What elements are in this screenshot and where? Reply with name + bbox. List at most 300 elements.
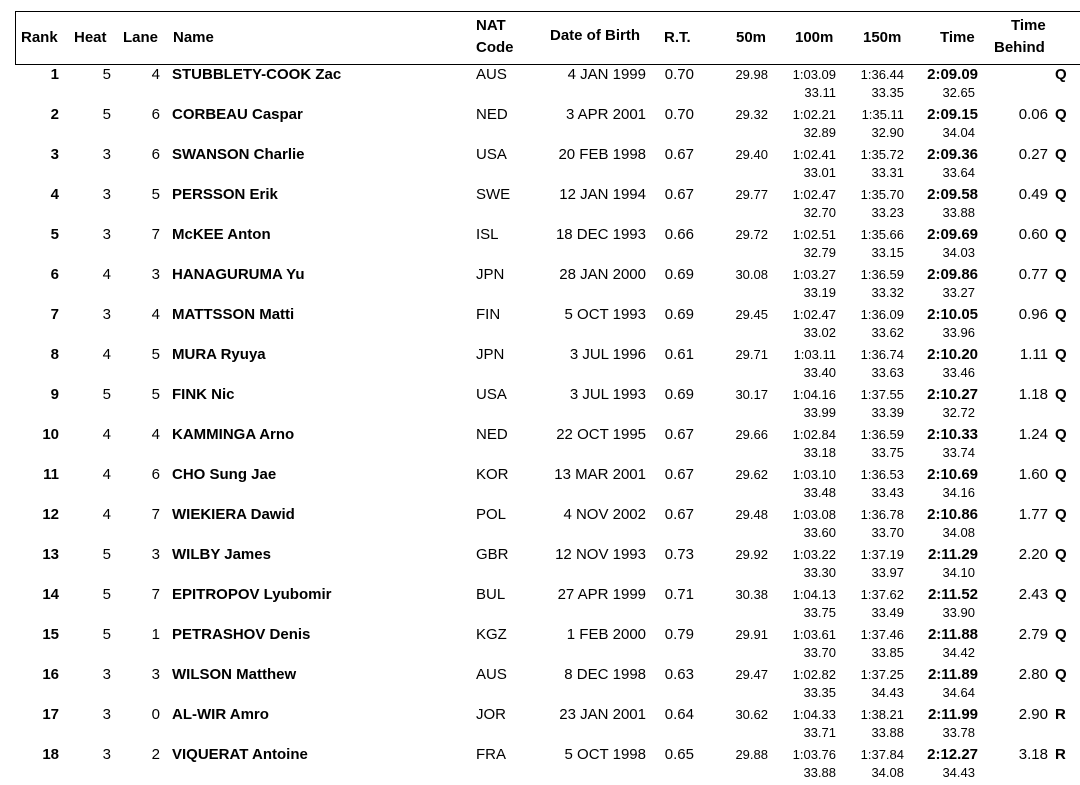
lane-cell: 3	[151, 666, 160, 683]
lane-cell: 0	[151, 706, 160, 723]
final-time: 2:09.36	[927, 146, 978, 163]
nat-code: FRA	[476, 746, 506, 763]
table-row	[0, 585, 1080, 625]
dob-cell: 4 NOV 2002	[563, 506, 646, 523]
nat-code: USA	[476, 386, 507, 403]
split-50m: 29.77	[735, 187, 768, 202]
split-100m: 1:03.27	[792, 267, 836, 282]
nat-code: KGZ	[476, 626, 507, 643]
lap-split-150m: 33.63	[871, 365, 904, 380]
split-150m: 1:37.25	[860, 667, 904, 682]
rank-cell: 4	[50, 186, 59, 203]
table-row	[0, 705, 1080, 745]
table-row	[0, 545, 1080, 585]
qualification-mark: Q	[1055, 666, 1067, 683]
lap-split-150m: 34.08	[871, 765, 904, 780]
header-50m: 50m	[736, 29, 767, 46]
lap-split-150m: 32.90	[871, 125, 904, 140]
qualification-mark: Q	[1055, 586, 1067, 603]
final-time: 2:11.52	[927, 586, 978, 603]
rank-cell: 2	[50, 106, 59, 123]
heat-cell: 4	[102, 266, 111, 283]
final-time: 2:11.29	[927, 546, 978, 563]
final-time: 2:11.89	[927, 666, 978, 683]
final-time: 2:10.20	[927, 346, 978, 363]
header-heat: Heat	[74, 29, 107, 46]
lap-split-150m: 33.39	[871, 405, 904, 420]
lap-split-200m: 32.65	[942, 85, 975, 100]
lane-cell: 6	[151, 106, 160, 123]
lap-split-100m: 33.35	[803, 685, 836, 700]
rank-cell: 5	[50, 226, 59, 243]
final-time: 2:10.05	[927, 306, 978, 323]
nat-code: POL	[476, 506, 507, 523]
header-100m: 100m	[795, 29, 834, 46]
rt-cell: 0.67	[664, 146, 694, 163]
table-row	[0, 465, 1080, 505]
split-150m: 1:36.59	[860, 427, 904, 442]
lap-split-100m: 32.79	[803, 245, 836, 260]
header-behind-line1: Time	[1011, 17, 1046, 34]
qualification-mark: R	[1055, 706, 1066, 723]
split-150m: 1:36.09	[860, 307, 904, 322]
lap-split-150m: 33.88	[871, 725, 904, 740]
split-150m: 1:35.66	[860, 227, 904, 242]
nat-code: USA	[476, 146, 507, 163]
heat-cell: 3	[102, 306, 111, 323]
time-behind: 0.96	[1018, 306, 1048, 323]
heat-cell: 5	[102, 626, 111, 643]
qualification-mark: Q	[1055, 106, 1067, 123]
lap-split-200m: 33.88	[942, 205, 975, 220]
athlete-name: AL-WIR Amro	[172, 706, 269, 723]
table-row	[0, 385, 1080, 425]
rt-cell: 0.63	[664, 666, 694, 683]
lap-split-100m: 33.40	[803, 365, 836, 380]
header-time: Time	[940, 29, 975, 46]
heat-cell: 5	[102, 106, 111, 123]
lane-cell: 5	[151, 386, 160, 403]
time-behind: 0.49	[1018, 186, 1048, 203]
time-behind: 0.06	[1018, 106, 1048, 123]
dob-cell: 5 OCT 1998	[564, 746, 646, 763]
table-row	[0, 185, 1080, 225]
time-behind: 0.27	[1018, 146, 1048, 163]
split-50m: 30.62	[735, 707, 768, 722]
dob-cell: 22 OCT 1995	[556, 426, 646, 443]
lap-split-200m: 34.16	[942, 485, 975, 500]
nat-code: AUS	[476, 66, 507, 83]
lane-cell: 5	[151, 186, 160, 203]
lap-split-150m: 33.23	[871, 205, 904, 220]
heat-cell: 3	[102, 666, 111, 683]
heat-cell: 5	[102, 66, 111, 83]
time-behind: 2.80	[1018, 666, 1048, 683]
split-150m: 1:35.11	[861, 107, 904, 122]
time-behind: 1.24	[1018, 426, 1048, 443]
time-behind: 2.90	[1018, 706, 1048, 723]
time-behind: 2.43	[1018, 586, 1048, 603]
header-dob: Date of Birth	[550, 27, 640, 44]
lap-split-200m: 34.08	[942, 525, 975, 540]
split-50m: 30.08	[735, 267, 768, 282]
dob-cell: 1 FEB 2000	[566, 626, 646, 643]
heat-cell: 4	[102, 506, 111, 523]
rt-cell: 0.67	[664, 466, 694, 483]
rt-cell: 0.64	[664, 706, 694, 723]
split-50m: 29.91	[735, 627, 768, 642]
lane-cell: 6	[151, 146, 160, 163]
nat-code: KOR	[476, 466, 509, 483]
qualification-mark: Q	[1055, 266, 1067, 283]
lane-cell: 4	[151, 426, 160, 443]
rt-cell: 0.61	[664, 346, 694, 363]
rank-cell: 16	[42, 666, 59, 683]
rank-cell: 9	[50, 386, 59, 403]
lap-split-100m: 33.75	[803, 605, 836, 620]
lane-cell: 7	[151, 506, 160, 523]
rank-cell: 8	[50, 346, 59, 363]
lap-split-100m: 33.70	[803, 645, 836, 660]
lap-split-200m: 33.74	[942, 445, 975, 460]
lap-split-200m: 34.04	[942, 125, 975, 140]
split-100m: 1:04.16	[792, 387, 836, 402]
rank-cell: 6	[50, 266, 59, 283]
split-100m: 1:03.10	[792, 467, 836, 482]
heat-cell: 3	[102, 146, 111, 163]
lane-cell: 4	[151, 66, 160, 83]
lap-split-100m: 33.11	[804, 85, 836, 100]
table-row	[0, 105, 1080, 145]
lap-split-100m: 33.01	[803, 165, 836, 180]
split-50m: 30.38	[735, 587, 768, 602]
split-50m: 29.88	[735, 747, 768, 762]
table-row	[0, 505, 1080, 545]
final-time: 2:10.27	[927, 386, 978, 403]
qualification-mark: Q	[1055, 226, 1067, 243]
time-behind: 1.11	[1019, 346, 1048, 363]
time-behind: 1.18	[1018, 386, 1048, 403]
lap-split-200m: 33.27	[942, 285, 975, 300]
nat-code: FIN	[476, 306, 501, 323]
heat-cell: 3	[102, 226, 111, 243]
split-150m: 1:35.70	[860, 187, 904, 202]
split-100m: 1:03.09	[792, 67, 836, 82]
split-100m: 1:03.61	[792, 627, 836, 642]
nat-code: JPN	[476, 346, 505, 363]
table-row	[0, 425, 1080, 465]
lap-split-100m: 33.02	[803, 325, 836, 340]
lap-split-200m: 34.43	[942, 765, 975, 780]
heat-cell: 4	[102, 426, 111, 443]
final-time: 2:10.86	[927, 506, 978, 523]
time-behind: 2.79	[1018, 626, 1048, 643]
split-150m: 1:37.19	[860, 547, 904, 562]
header-behind-line2: Behind	[994, 39, 1045, 56]
athlete-name: EPITROPOV Lyubomir	[172, 586, 332, 603]
split-150m: 1:37.46	[860, 627, 904, 642]
rank-cell: 15	[42, 626, 59, 643]
lap-split-150m: 33.85	[871, 645, 904, 660]
heat-cell: 4	[102, 466, 111, 483]
final-time: 2:09.58	[927, 186, 978, 203]
lap-split-100m: 33.60	[803, 525, 836, 540]
final-time: 2:09.09	[927, 66, 978, 83]
split-50m: 29.66	[735, 427, 768, 442]
nat-code: BUL	[476, 586, 506, 603]
rt-cell: 0.67	[664, 506, 694, 523]
split-150m: 1:37.62	[860, 587, 904, 602]
time-behind: 3.18	[1018, 746, 1048, 763]
dob-cell: 13 MAR 2001	[554, 466, 646, 483]
lap-split-200m: 33.78	[942, 725, 975, 740]
rt-cell: 0.73	[664, 546, 694, 563]
lap-split-150m: 33.32	[871, 285, 904, 300]
final-time: 2:11.88	[927, 626, 978, 643]
heat-cell: 3	[102, 706, 111, 723]
rank-cell: 17	[42, 706, 59, 723]
dob-cell: 3 APR 2001	[565, 106, 646, 123]
lap-split-150m: 34.43	[871, 685, 904, 700]
split-100m: 1:03.76	[792, 747, 836, 762]
table-row	[0, 345, 1080, 385]
athlete-name: HANAGURUMA Yu	[172, 266, 305, 283]
split-50m: 29.62	[735, 467, 768, 482]
split-100m: 1:04.13	[792, 587, 836, 602]
heat-cell: 5	[102, 586, 111, 603]
nat-code: JPN	[476, 266, 505, 283]
lap-split-100m: 32.89	[803, 125, 836, 140]
lap-split-200m: 34.03	[942, 245, 975, 260]
rt-cell: 0.65	[664, 746, 694, 763]
time-behind: 2.20	[1018, 546, 1048, 563]
rank-cell: 18	[42, 746, 59, 763]
lap-split-100m: 33.19	[803, 285, 836, 300]
table-row	[0, 305, 1080, 345]
qualification-mark: Q	[1055, 386, 1067, 403]
rank-cell: 1	[50, 66, 59, 83]
nat-code: AUS	[476, 666, 507, 683]
split-100m: 1:02.21	[792, 107, 836, 122]
heat-cell: 4	[102, 346, 111, 363]
split-100m: 1:02.47	[792, 307, 836, 322]
athlete-name: SWANSON Charlie	[172, 146, 305, 163]
dob-cell: 27 APR 1999	[557, 586, 646, 603]
header-nat-line2: Code	[476, 39, 514, 56]
lap-split-200m: 33.90	[942, 605, 975, 620]
split-150m: 1:36.59	[860, 267, 904, 282]
split-150m: 1:36.78	[860, 507, 904, 522]
lane-cell: 2	[151, 746, 160, 763]
final-time: 2:10.69	[927, 466, 978, 483]
lane-cell: 7	[151, 226, 160, 243]
split-150m: 1:36.74	[860, 347, 904, 362]
nat-code: SWE	[476, 186, 511, 203]
lap-split-150m: 33.75	[871, 445, 904, 460]
lap-split-100m: 33.71	[803, 725, 836, 740]
qualification-mark: Q	[1055, 506, 1067, 523]
final-time: 2:09.86	[927, 266, 978, 283]
qualification-mark: Q	[1055, 546, 1067, 563]
lap-split-200m: 34.42	[942, 645, 975, 660]
rt-cell: 0.69	[664, 266, 694, 283]
header-nat-line1: NAT	[476, 17, 506, 34]
split-100m: 1:02.47	[792, 187, 836, 202]
split-50m: 29.48	[735, 507, 768, 522]
lap-split-200m: 34.10	[942, 565, 975, 580]
rank-cell: 3	[50, 146, 59, 163]
dob-cell: 18 DEC 1993	[555, 226, 646, 243]
rt-cell: 0.69	[664, 306, 694, 323]
final-time: 2:09.15	[927, 106, 978, 123]
lap-split-200m: 32.72	[942, 405, 975, 420]
split-100m: 1:02.51	[792, 227, 836, 242]
nat-code: NED	[476, 106, 508, 123]
header-name: Name	[173, 29, 214, 46]
qualification-mark: Q	[1055, 346, 1067, 363]
athlete-name: McKEE Anton	[172, 226, 271, 243]
rank-cell: 7	[50, 306, 59, 323]
nat-code: JOR	[476, 706, 506, 723]
rank-cell: 14	[42, 586, 59, 603]
rank-cell: 10	[42, 426, 59, 443]
dob-cell: 12 NOV 1993	[555, 546, 646, 563]
athlete-name: CHO Sung Jae	[172, 466, 277, 483]
lane-cell: 5	[151, 346, 160, 363]
dob-cell: 23 JAN 2001	[559, 706, 646, 723]
table-row	[0, 145, 1080, 185]
table-row	[0, 225, 1080, 265]
lane-cell: 6	[151, 466, 160, 483]
table-header	[15, 11, 1080, 65]
athlete-name: STUBBLETY-COOK Zac	[172, 66, 342, 83]
header-lane: Lane	[123, 29, 159, 46]
lane-cell: 1	[151, 626, 160, 643]
final-time: 2:09.69	[927, 226, 978, 243]
lap-split-200m: 33.46	[942, 365, 975, 380]
final-time: 2:11.99	[927, 706, 978, 723]
athlete-name: WILSON Matthew	[172, 666, 297, 683]
heat-cell: 5	[102, 546, 111, 563]
header-rt: R.T.	[664, 29, 691, 46]
nat-code: ISL	[476, 226, 499, 243]
split-50m: 29.92	[735, 547, 768, 562]
lap-split-100m: 33.30	[803, 565, 836, 580]
qualification-mark: R	[1055, 746, 1066, 763]
dob-cell: 4 JAN 1999	[567, 66, 646, 83]
athlete-name: KAMMINGA Arno	[172, 426, 295, 443]
dob-cell: 3 JUL 1996	[569, 346, 646, 363]
table-row	[0, 625, 1080, 665]
split-50m: 30.17	[735, 387, 768, 402]
split-100m: 1:04.33	[792, 707, 836, 722]
dob-cell: 8 DEC 1998	[564, 666, 646, 683]
lap-split-150m: 33.35	[871, 85, 904, 100]
lap-split-100m: 32.70	[803, 205, 836, 220]
dob-cell: 20 FEB 1998	[558, 146, 646, 163]
split-50m: 29.71	[735, 347, 768, 362]
rt-cell: 0.67	[664, 186, 694, 203]
final-time: 2:12.27	[927, 746, 978, 763]
header-rank: Rank	[21, 29, 58, 46]
lap-split-200m: 34.64	[942, 685, 975, 700]
rank-cell: 12	[42, 506, 59, 523]
lap-split-150m: 33.15	[871, 245, 904, 260]
time-behind: 1.77	[1018, 506, 1048, 523]
heat-cell: 5	[102, 386, 111, 403]
lane-cell: 7	[151, 586, 160, 603]
split-100m: 1:02.82	[792, 667, 836, 682]
lane-cell: 3	[151, 266, 160, 283]
lap-split-150m: 33.31	[871, 165, 904, 180]
heat-cell: 3	[102, 186, 111, 203]
lap-split-100m: 33.48	[803, 485, 836, 500]
lap-split-150m: 33.49	[871, 605, 904, 620]
split-100m: 1:03.11	[793, 347, 836, 362]
qualification-mark: Q	[1055, 186, 1067, 203]
split-100m: 1:03.22	[792, 547, 836, 562]
rt-cell: 0.70	[664, 106, 694, 123]
table-row	[0, 665, 1080, 705]
split-100m: 1:02.84	[792, 427, 836, 442]
split-50m: 29.98	[735, 67, 768, 82]
rt-cell: 0.66	[664, 226, 694, 243]
split-150m: 1:36.44	[860, 67, 904, 82]
rt-cell: 0.69	[664, 386, 694, 403]
rank-cell: 11	[43, 466, 59, 483]
lap-split-150m: 33.62	[871, 325, 904, 340]
qualification-mark: Q	[1055, 426, 1067, 443]
split-150m: 1:37.55	[860, 387, 904, 402]
lane-cell: 3	[151, 546, 160, 563]
split-50m: 29.40	[735, 147, 768, 162]
lap-split-150m: 33.70	[871, 525, 904, 540]
split-150m: 1:37.84	[860, 747, 904, 762]
dob-cell: 28 JAN 2000	[559, 266, 646, 283]
split-50m: 29.45	[735, 307, 768, 322]
heat-cell: 3	[102, 746, 111, 763]
rt-cell: 0.70	[664, 66, 694, 83]
athlete-name: WILBY James	[172, 546, 271, 563]
athlete-name: MURA Ryuya	[172, 346, 266, 363]
lap-split-200m: 33.64	[942, 165, 975, 180]
athlete-name: PERSSON Erik	[172, 186, 278, 203]
athlete-name: FINK Nic	[172, 386, 235, 403]
athlete-name: VIQUERAT Antoine	[172, 746, 308, 763]
athlete-name: CORBEAU Caspar	[172, 106, 303, 123]
lap-split-150m: 33.97	[871, 565, 904, 580]
rt-cell: 0.67	[664, 426, 694, 443]
qualification-mark: Q	[1055, 626, 1067, 643]
split-50m: 29.32	[735, 107, 768, 122]
split-50m: 29.72	[735, 227, 768, 242]
dob-cell: 3 JUL 1993	[569, 386, 646, 403]
split-100m: 1:03.08	[792, 507, 836, 522]
table-row	[0, 745, 1080, 785]
athlete-name: MATTSSON Matti	[172, 306, 295, 323]
qualification-mark: Q	[1055, 306, 1067, 323]
lap-split-100m: 33.99	[803, 405, 836, 420]
table-row	[0, 265, 1080, 305]
rank-cell: 13	[42, 546, 59, 563]
final-time: 2:10.33	[927, 426, 978, 443]
lane-cell: 4	[151, 306, 160, 323]
time-behind: 0.77	[1018, 266, 1048, 283]
nat-code: NED	[476, 426, 508, 443]
split-100m: 1:02.41	[792, 147, 836, 162]
rt-cell: 0.79	[664, 626, 694, 643]
athlete-name: WIEKIERA Dawid	[172, 506, 295, 523]
